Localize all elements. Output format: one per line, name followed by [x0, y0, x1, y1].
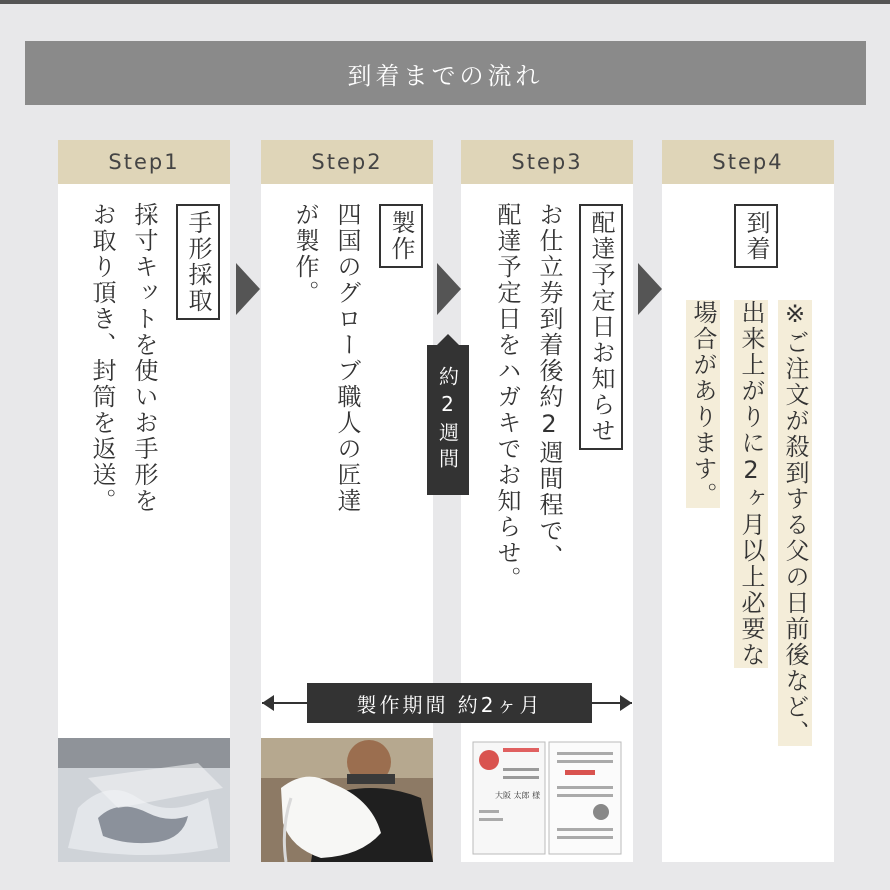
step3-text-line1: お仕立券到着後約2週間程で、	[535, 202, 563, 570]
handprint-image	[58, 738, 230, 862]
step2-text-line1: 四国のグローブ職人の匠達	[333, 202, 361, 514]
page-title-banner	[25, 41, 866, 105]
top-border	[0, 0, 890, 4]
step3-heading: 配達予定日お知らせ	[579, 204, 623, 450]
step4-text-line1: 出来上がりに2ヶ月以上必要な	[734, 300, 768, 668]
step3-photo	[461, 738, 633, 862]
step2-text-line2: が製作。	[291, 202, 319, 306]
postcard-image	[461, 738, 633, 862]
two-weeks-badge-text: 約2週間	[435, 366, 460, 474]
step1-text-line2: お取り頂き、封筒を返送。	[88, 202, 116, 514]
arrow-right-icon	[437, 263, 461, 315]
arrow-left-icon	[262, 695, 274, 711]
step4-card	[662, 140, 834, 862]
arrow-right-icon	[620, 695, 632, 711]
step1-text-line1: 採寸キットを使いお手形を	[130, 202, 158, 514]
step2-card	[261, 140, 433, 862]
step2-label: Step2	[311, 150, 383, 174]
step1-header	[58, 140, 230, 184]
postcard-name: 大阪 太郎 様	[495, 791, 541, 800]
two-weeks-badge	[427, 345, 469, 495]
step3-text-line2: 配達予定日をハガキでお知らせ。	[493, 202, 521, 592]
arrow-right-icon	[638, 263, 662, 315]
step2-heading: 製作	[379, 204, 423, 268]
step3-card	[461, 140, 633, 862]
step3-header	[461, 140, 633, 184]
step1-card	[58, 140, 230, 862]
craftsman-image	[261, 738, 433, 862]
step2-header	[261, 140, 433, 184]
production-period-text: 製作期間 約2ヶ月	[356, 692, 543, 717]
step1-heading: 手形採取	[176, 204, 220, 320]
step3-label: Step3	[511, 150, 583, 174]
production-period-label	[307, 683, 592, 723]
step1-photo	[58, 738, 230, 862]
step4-note-line2: 場合があります。	[686, 300, 720, 508]
step2-photo	[261, 738, 433, 862]
page-title: 到着までの流れ	[347, 61, 544, 90]
step4-heading: 到着	[734, 204, 778, 268]
step4-label: Step4	[712, 150, 784, 174]
step1-label: Step1	[108, 150, 180, 174]
step4-header	[662, 140, 834, 184]
step4-note-line1: ※ご注文が殺到する父の日前後など、	[778, 300, 812, 746]
arrow-right-icon	[236, 263, 260, 315]
